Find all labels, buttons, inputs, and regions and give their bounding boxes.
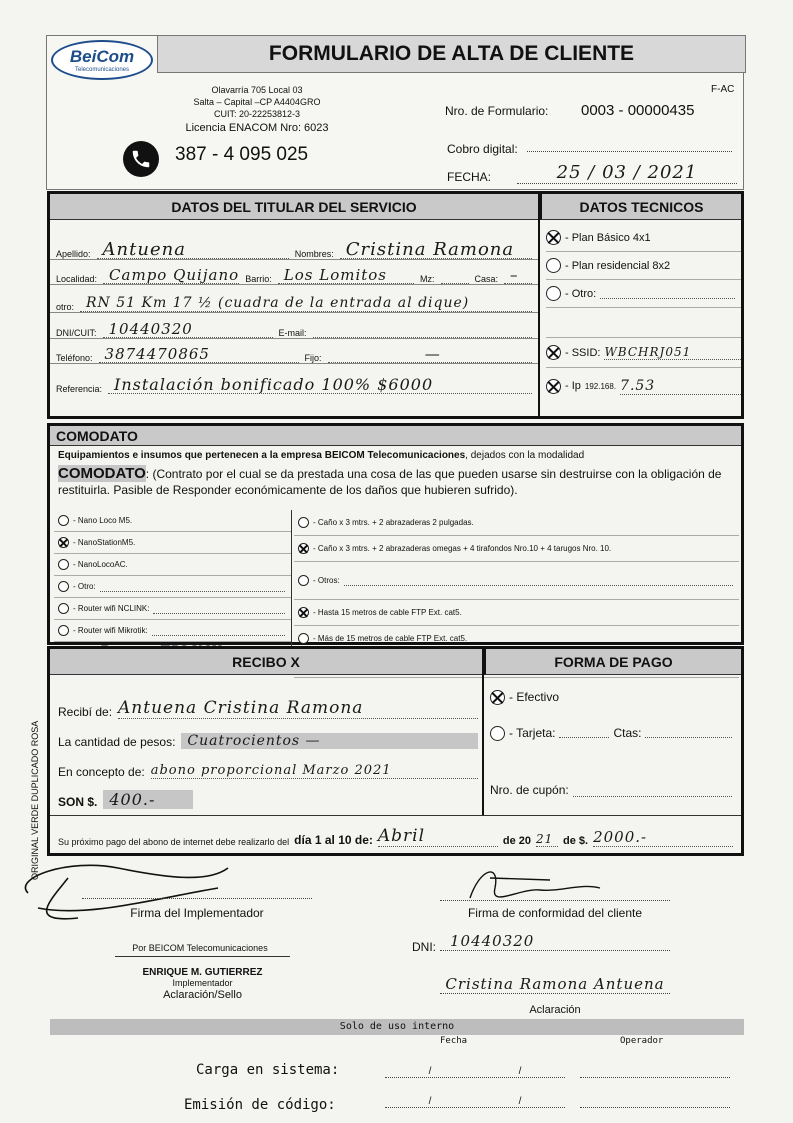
comodato-definition: [58, 466, 738, 498]
left-item-option[interactable]: [54, 598, 291, 620]
left-item-field[interactable]: [100, 582, 285, 592]
mz-value[interactable]: [441, 283, 469, 284]
right-item-field[interactable]: [344, 576, 733, 586]
por-beicom: Por BEICOM Telecomunicaciones: [132, 943, 268, 953]
header: [46, 35, 744, 190]
row-dni: [50, 313, 538, 339]
ssid-label: - SSID:: [565, 346, 601, 359]
referencia-label: Referencia:: [56, 384, 103, 394]
form-code: F-AC: [711, 84, 735, 95]
apellido-label: Apellido:: [56, 249, 91, 259]
ip-prefix: 192.168.: [584, 381, 617, 391]
barrio-label: Barrio:: [245, 274, 272, 284]
monto-value[interactable]: 2000.-: [593, 828, 733, 847]
left-item-checkbox[interactable]: [58, 559, 69, 570]
left-item-field[interactable]: [152, 626, 285, 636]
right-item-checkbox[interactable]: [298, 517, 309, 528]
casa-value[interactable]: –: [504, 267, 532, 284]
left-item-checkbox[interactable]: [58, 515, 69, 526]
left-item-label: - Router wifi Mikrotik:: [73, 626, 148, 635]
cliente-label: Firma de conformidad del cliente: [467, 906, 643, 920]
right-item-option[interactable]: [294, 600, 739, 626]
cliente-dni-value[interactable]: 10440320: [440, 932, 670, 951]
logo: [51, 40, 153, 80]
son-label: SON $.: [58, 795, 98, 809]
pago-title: FORMA DE PAGO: [484, 649, 741, 675]
cliente-dni-label: DNI:: [412, 940, 436, 954]
comodato-intro: [58, 450, 738, 461]
right-item-label: - Hasta 15 metros de cable FTP Ext. cat5.: [313, 608, 462, 617]
form-number-label: Nro. de Formulario:: [445, 104, 549, 118]
row-concepto: [58, 749, 478, 779]
proximo-label: Su próximo pago del abono de internet debe realizarlo del: [58, 837, 290, 847]
right-item-checkbox[interactable]: [298, 575, 309, 586]
titular-fields: [50, 220, 538, 394]
ssid-value[interactable]: WBCHRJ051: [604, 345, 741, 360]
comodato-section: [47, 423, 744, 645]
right-item-checkbox[interactable]: [298, 633, 309, 644]
comodato-definition-text: : (Contrato por el cual se da prestada una cosa de las que pueden usarse sin destruirse con la obligación de restituirla. Pasible de Responder económicamente de los daños que hubieren sufrido).: [58, 467, 722, 497]
row-localidad: [50, 260, 538, 285]
right-item-option[interactable]: [294, 536, 739, 562]
aclaracion-sello: Aclaración/Sello: [163, 989, 242, 1001]
form-number: 0003 - 00000435: [581, 102, 695, 119]
cliente-line: [440, 900, 670, 901]
referencia-value[interactable]: Instalación bonificado 100% $6000: [108, 377, 532, 394]
implementador-name: ENRIQUE M. GUTIERREZ: [142, 967, 263, 978]
recibi-value[interactable]: Antuena Cristina Ramona: [118, 698, 478, 719]
left-item-checkbox[interactable]: [58, 603, 69, 614]
company-city: Salta – Capital –CP A4404GRO: [193, 97, 321, 107]
cupon-label: Nro. de cupón:: [490, 783, 569, 797]
left-item-label: - Otro:: [73, 582, 96, 591]
pago-fields: [490, 681, 740, 803]
titular-section: [47, 191, 744, 419]
interno-bar: Solo de uso interno: [50, 1019, 744, 1035]
left-item-checkbox[interactable]: [58, 537, 69, 548]
localidad-label: Localidad:: [56, 274, 98, 284]
company-info: [157, 84, 357, 134]
company-address: Olavarría 705 Local 03: [211, 85, 303, 95]
barrio-value[interactable]: Los Lomitos: [278, 267, 414, 284]
plan-basico-checkbox[interactable]: [546, 230, 561, 245]
carga-label: Carga en sistema:: [196, 1062, 340, 1078]
concepto-label: En concepto de:: [58, 765, 145, 779]
ip-option[interactable]: [546, 368, 741, 404]
plan-otro-label: - Otro:: [565, 287, 597, 300]
right-item-label: - Caño x 3 mtrs. + 2 abrazaderas 2 pulgadas.: [313, 518, 474, 527]
proximo-mes[interactable]: Abril: [378, 826, 498, 847]
plan-otro-checkbox[interactable]: [546, 286, 561, 301]
mz-label: Mz:: [420, 274, 435, 284]
carga-date-field[interactable]: / /: [385, 1070, 565, 1078]
comodato-intro-bold: Equipamientos e insumos que pertenecen a la empresa BEICOM Telecomunicaciones: [58, 450, 466, 461]
plan-residencial-option[interactable]: [546, 252, 741, 280]
otro-value[interactable]: RN 51 Km 17 ½ (cuadra de la entrada al dique): [80, 295, 532, 312]
row-recibi: [58, 689, 478, 719]
apellido-value[interactable]: Antuena: [97, 242, 289, 259]
cantidad-value[interactable]: Cuatrocientos —: [181, 733, 478, 749]
plan-residencial-label: - Plan residencial 8x2: [565, 259, 671, 272]
ip-value[interactable]: 7.53: [620, 378, 741, 395]
left-item-option[interactable]: [54, 620, 291, 642]
left-item-option[interactable]: [54, 554, 291, 576]
plan-otro-option[interactable]: [546, 280, 741, 308]
implementador-label: Firma del Implementador: [130, 906, 264, 920]
tecnicos-title: DATOS TECNICOS: [540, 194, 741, 220]
comodato-title: COMODATO: [50, 426, 741, 446]
copy-color-note: ORIGINAL VERDE DUPLICADO ROSA: [30, 720, 40, 880]
form-title: FORMULARIO DE ALTA DE CLIENTE: [268, 42, 635, 65]
interno-operador-label: Operador: [620, 1036, 664, 1046]
cupon-field[interactable]: [573, 787, 732, 797]
cliente-aclaracion-value[interactable]: Cristina Ramona Antuena: [440, 975, 670, 994]
interno-fecha-label: Fecha: [440, 1036, 468, 1046]
row-otro: [50, 285, 538, 313]
titular-title: DATOS DEL TITULAR DEL SERVICIO: [50, 194, 538, 220]
recibo-fields: [58, 689, 478, 809]
left-item-checkbox[interactable]: [58, 581, 69, 592]
right-item-label: - Caño x 3 mtrs. + 2 abrazaderas omegas + 4 tirafondos Nro.10 + 4 tarugos Nro. 10.: [313, 544, 612, 553]
son-value[interactable]: 400.-: [103, 790, 193, 809]
plan-basico-option[interactable]: [546, 224, 741, 252]
telefono-label: Teléfono:: [56, 353, 93, 363]
ip-label: - Ip: [565, 380, 581, 392]
tecnicos-fields: [546, 224, 741, 404]
tecnicos-spacer: [546, 308, 741, 338]
ip-checkbox[interactable]: [546, 379, 561, 394]
titular-divider: [538, 194, 540, 416]
comodato-left-list: [54, 510, 292, 664]
recibo-divider: [482, 649, 484, 815]
row-cantidad: [58, 719, 478, 749]
cliente-aclaracion-label: Aclaración: [529, 1004, 581, 1016]
row-referencia: [50, 364, 538, 394]
cantidad-label: La cantidad de pesos:: [58, 735, 176, 749]
cobro-line: [527, 151, 732, 152]
company-cuit: CUIT: 20-22253812-3: [213, 109, 301, 119]
otro-label: otro:: [56, 302, 75, 312]
left-item-field[interactable]: [153, 604, 285, 614]
email-value[interactable]: [313, 337, 532, 338]
tarjeta-checkbox[interactable]: [490, 726, 505, 741]
emision-label: Emisión de código:: [184, 1097, 336, 1113]
right-item-option[interactable]: [294, 510, 739, 536]
concepto-value[interactable]: abono proporcional Marzo 2021: [151, 763, 478, 779]
telefono-value[interactable]: 3874470865: [99, 346, 299, 363]
plan-residencial-checkbox[interactable]: [546, 258, 561, 273]
ssid-option[interactable]: [546, 338, 741, 368]
efectivo-checkbox[interactable]: [490, 690, 505, 705]
dni-label: DNI/CUIT:: [56, 328, 97, 338]
right-item-checkbox[interactable]: [298, 543, 309, 554]
left-item-label: - Nano Loco M5.: [73, 516, 133, 525]
left-item-label: - Router wifi NCLINK:: [73, 604, 150, 613]
localidad-value[interactable]: Campo Quijano: [103, 267, 239, 284]
left-item-label: - NanoStationM5.: [73, 538, 136, 547]
efectivo-label: - Efectivo: [509, 690, 560, 704]
logo-subtext: Telecomunicaciones: [74, 67, 130, 73]
fecha-value: 25 / 03 / 2021: [517, 162, 737, 184]
nombres-value[interactable]: Cristina Ramona: [340, 242, 532, 259]
company-phone: 387 - 4 095 025: [175, 144, 309, 165]
left-item-label: - NanoLocoAC.: [73, 560, 128, 569]
left-item-option[interactable]: [54, 532, 291, 554]
company-license: Licencia ENACOM Nro: 6023: [185, 122, 329, 134]
monto-label: de $.: [563, 835, 589, 847]
logo-text: BeiCom: [69, 47, 135, 66]
emision-operador-field[interactable]: [580, 1100, 730, 1108]
proximo-bold: día 1 al 10 de:: [294, 833, 373, 847]
efectivo-option[interactable]: [490, 681, 740, 713]
ctas-label: Ctas:: [613, 726, 642, 740]
tarjeta-label: - Tarjeta:: [509, 726, 556, 740]
left-item-option[interactable]: [54, 510, 291, 532]
cupon-row: [490, 753, 740, 803]
nombres-label: Nombres:: [294, 249, 334, 259]
casa-label: Casa:: [474, 274, 499, 284]
left-item-checkbox[interactable]: [58, 625, 69, 636]
emision-date-field[interactable]: / /: [385, 1100, 565, 1108]
de-label: de 20: [502, 835, 532, 847]
right-item-option[interactable]: [294, 562, 739, 600]
cobro-label: Cobro digital:: [447, 142, 518, 156]
carga-operador-field[interactable]: [580, 1070, 730, 1078]
email-label: E-mail:: [278, 328, 307, 338]
implementador-line: [82, 898, 312, 899]
stamp-rule: [115, 956, 290, 957]
recibo-section: [47, 646, 744, 856]
row-son: [58, 779, 478, 809]
dni-value[interactable]: 10440320: [103, 321, 273, 338]
plan-basico-label: - Plan Básico 4x1: [565, 231, 651, 244]
ssid-checkbox[interactable]: [546, 345, 561, 360]
row-telefono: [50, 339, 538, 364]
right-item-label: - Otros:: [313, 576, 340, 585]
recibi-label: Recibí de:: [58, 705, 113, 719]
fecha-label: FECHA:: [447, 170, 492, 184]
fijo-label: Fijo:: [304, 353, 322, 363]
fijo-value[interactable]: —: [328, 346, 532, 363]
right-item-checkbox[interactable]: [298, 607, 309, 618]
implementador-role: Implementador: [172, 978, 233, 988]
tarjeta-option[interactable]: [490, 713, 740, 753]
comodato-term: COMODATO: [58, 465, 146, 482]
left-item-option[interactable]: [54, 576, 291, 598]
anio-value[interactable]: 21: [536, 832, 558, 847]
whatsapp-icon: [123, 141, 159, 177]
row-apellido: [50, 220, 538, 260]
comodato-intro-rest: , dejados con la modalidad: [465, 450, 585, 461]
recibo-title: RECIBO X: [50, 649, 482, 675]
title-bar: [157, 35, 746, 73]
right-item-label: - Más de 15 metros de cable FTP Ext. cat5.: [313, 634, 468, 643]
